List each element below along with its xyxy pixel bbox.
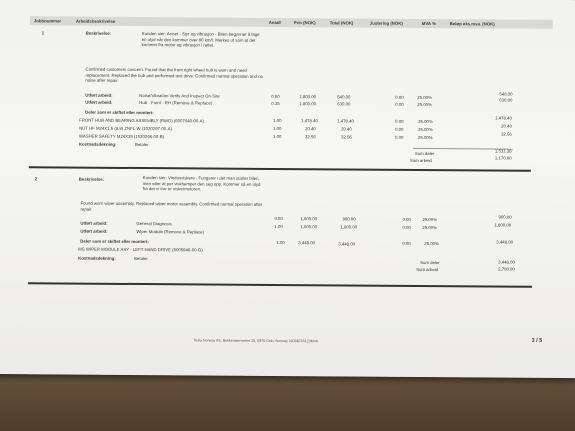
- work-vat: 25.00%: [422, 224, 437, 231]
- part-desc: NUT HF M24X1.5 (8.8) ZNFL-W (1020297-00-A): [79, 125, 172, 132]
- header-price: Pris (NOK): [293, 20, 316, 26]
- header-amount: Beløp eks.mva. (NOK): [449, 21, 495, 27]
- work-total: 630.00: [337, 101, 351, 107]
- work-label: Utført arbeid:: [80, 228, 108, 234]
- sum-work-value: 1,170.00: [494, 155, 512, 161]
- work-price: 1,800.00: [300, 224, 318, 230]
- part-total: 1,478.40: [337, 118, 354, 124]
- work-vat: 25.00%: [417, 101, 432, 108]
- work-vat: 25.00%: [417, 94, 432, 101]
- work-desc: Hub - Front - RH (Remove & Replace): [139, 100, 213, 106]
- sum-work-label: Sum arbeid: [409, 157, 432, 164]
- part-amount: 20.40: [501, 123, 512, 129]
- work-qty: 1.00: [274, 223, 283, 230]
- part-price: 1,478.40: [301, 118, 318, 124]
- work-desc: Wiper Module (Remove & Replace): [136, 228, 204, 235]
- work-qty: 0.50: [271, 93, 280, 99]
- part-desc: FRONT HUB AND BEARING ASSEMBLY (RWD) (6007040-00-A): [79, 117, 204, 124]
- customer-description: Kunden sier: Vindusviskere - Fungerer i det man starter bilen, men etter at per viskhemper den seg opp. Kommer så en ulyd fra det vi tror er viskermotoren.: [142, 175, 261, 192]
- cost-label: Kostnadsdekning:: [78, 141, 117, 147]
- header-adjust: Justering (NOK): [369, 20, 403, 26]
- cost-value: Betaler: [134, 141, 149, 148]
- work-label: Utført arbeid:: [85, 92, 113, 98]
- part-adjust: 0.00: [395, 118, 404, 124]
- confirmed-text: Confirmed customers concern. Found that the front right wheel hub is worn and need replacement. Replaced the hub and performed test drive. Confirmed normal operation and no noise after repair.: [85, 66, 263, 84]
- parts-label: Deler som er skiftet eller montert:: [80, 238, 149, 245]
- work-adjust: 0.00: [402, 216, 411, 222]
- work-desc: General Diagnosis: [136, 220, 172, 227]
- header-qty: Antall: [268, 19, 281, 26]
- part-vat: 25.00%: [418, 118, 433, 125]
- header-job-no: Jobbnummer: [33, 18, 62, 24]
- work-amount: 900.00: [498, 214, 512, 220]
- work-label: Utført arbeid:: [80, 220, 108, 226]
- part-adjust: 0.00: [395, 134, 404, 140]
- sum-work-value: 2,700.00: [498, 266, 515, 272]
- work-price: 1,800.00: [299, 94, 317, 100]
- part-desc: WASHER SAFETY M24X39 (1020296-00-B): [79, 133, 165, 140]
- job-number: 1: [41, 30, 45, 36]
- footer-address: Tesla Norway AS, Bekkenstenveien 15, 0976 Oslo, Norway, NO98765123MVA: [193, 338, 319, 344]
- work-adjust: 0.00: [402, 224, 411, 230]
- work-qty: 0.50: [274, 215, 283, 222]
- section-separator: [28, 282, 532, 288]
- part-desc: MS WIPER MODULE ASY - LEFT HAND DRIVE (6005946-00-G): [78, 246, 203, 253]
- work-vat: 25.00%: [422, 216, 438, 223]
- part-amount: 3,448.00: [496, 239, 514, 245]
- sum-parts-label: Sum deler: [420, 259, 440, 266]
- part-total: 20.40: [341, 126, 352, 132]
- sum-parts-value: 1,531.36: [494, 148, 512, 154]
- sum-work-label: Sum arbeid: [416, 266, 439, 273]
- part-vat: 25.00%: [418, 126, 433, 133]
- part-price: 32.56: [305, 134, 316, 140]
- work-adjust: 0.00: [395, 94, 404, 100]
- work-label: Utført arbeid:: [85, 99, 113, 105]
- header-job-desc: Arbeidsbeskrivelse: [75, 18, 116, 24]
- part-qty: 1.00: [273, 133, 282, 140]
- sum-parts-label: Sum deler: [414, 150, 435, 157]
- part-amount: 32.56: [501, 131, 512, 137]
- part-amount: 1,478.40: [495, 115, 512, 121]
- header-total: Total (NOK): [329, 20, 354, 26]
- part-price: 20.40: [305, 126, 316, 132]
- part-vat: 25.00%: [418, 134, 433, 141]
- part-price: 3,448.00: [298, 240, 316, 246]
- work-amount: 630.00: [499, 97, 513, 103]
- page-number: 3 / 5: [531, 337, 543, 344]
- job-number: 2: [34, 176, 38, 182]
- part-total: 32.56: [341, 134, 352, 140]
- header-vat: MVA %: [421, 20, 436, 27]
- work-amount: 540.00: [499, 91, 513, 97]
- part-adjust: 0.00: [395, 126, 404, 132]
- work-total: 900.00: [342, 216, 356, 222]
- work-qty: 0.35: [271, 100, 280, 106]
- part-qty: 1.00: [273, 125, 282, 132]
- sum-parts-value: 3,448.00: [498, 259, 515, 265]
- work-total: 1,800.00: [340, 224, 358, 230]
- part-qty: 1.00: [276, 239, 285, 246]
- description-label: Beskrivelse:: [85, 30, 112, 36]
- part-qty: 1.00: [273, 117, 282, 124]
- work-amount: 1,800.00: [494, 222, 512, 228]
- description-label: Beskrivelse:: [78, 176, 105, 182]
- part-total: 3,448.00: [338, 241, 356, 247]
- parts-label: Deler som er skiftet eller montert:: [85, 109, 154, 116]
- cost-label: Kostnadsdekning:: [78, 255, 116, 261]
- work-desc: Noise/Vibration Verify And Inspect On-Site: [139, 93, 220, 99]
- work-price: 1,800.00: [300, 216, 318, 222]
- part-vat: 25.00%: [424, 241, 439, 247]
- work-total: 540.00: [337, 94, 351, 100]
- work-adjust: 0.00: [395, 101, 404, 107]
- part-adjust: 0.00: [402, 240, 411, 246]
- work-price: 1,800.00: [299, 101, 317, 107]
- confirmed-text: Found worn wiper assembly. Replaced wiper motor assembly. Confirmed normal operation after repair.: [80, 200, 263, 212]
- cost-value: Betaler: [134, 255, 148, 262]
- customer-description: Kunden sier: Annet - Styr og vibrasjon - Biten begynner å lage en ulyd når den kommer over 80 km/t. Merkes ut som at det kommer fra motor og vibrasjon i rattet.: [141, 31, 260, 48]
- job-separator: [29, 166, 531, 172]
